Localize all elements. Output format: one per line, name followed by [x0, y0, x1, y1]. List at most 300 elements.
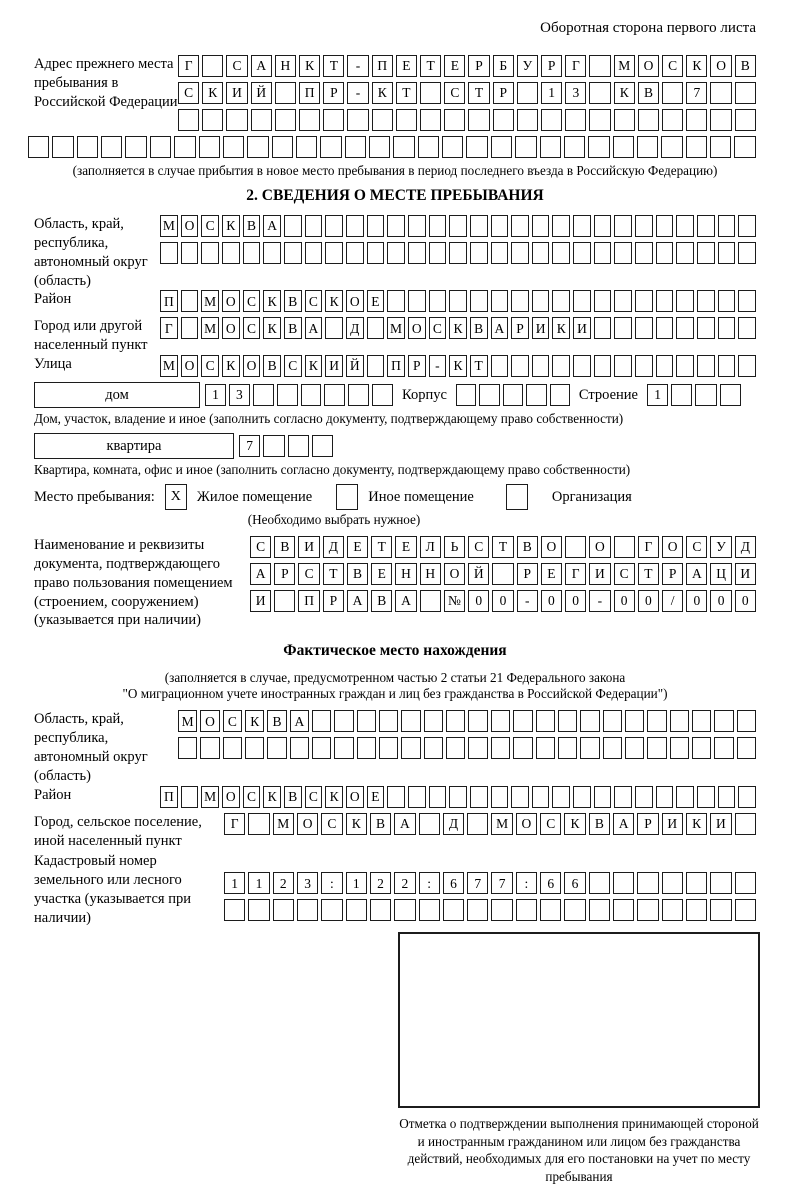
char-cell[interactable] [511, 355, 529, 377]
char-cell[interactable] [614, 109, 635, 131]
char-cell[interactable] [348, 384, 369, 406]
char-cell[interactable]: Т [470, 355, 488, 377]
char-cell[interactable] [275, 82, 296, 104]
char-cell[interactable]: И [589, 563, 610, 585]
char-cell[interactable] [541, 109, 562, 131]
char-cell[interactable]: С [243, 786, 261, 808]
char-cell[interactable]: Р [323, 590, 344, 612]
char-cell[interactable]: К [614, 82, 635, 104]
char-cell[interactable]: С [178, 82, 199, 104]
char-cell[interactable]: С [686, 536, 707, 558]
char-cell[interactable] [515, 136, 536, 158]
char-cell[interactable] [200, 737, 219, 759]
char-cell[interactable] [614, 317, 632, 339]
char-cell[interactable]: П [372, 55, 393, 77]
char-cell[interactable] [372, 384, 393, 406]
char-cell[interactable] [513, 737, 532, 759]
char-cell[interactable] [325, 317, 343, 339]
char-cell[interactable]: Р [662, 563, 683, 585]
char-cell[interactable] [28, 136, 49, 158]
char-cell[interactable] [594, 355, 612, 377]
char-cell[interactable] [594, 215, 612, 237]
char-cell[interactable]: : [321, 872, 342, 894]
char-cell[interactable] [491, 899, 512, 921]
char-cell[interactable]: В [284, 317, 302, 339]
char-cell[interactable] [408, 786, 426, 808]
char-cell[interactable]: С [223, 710, 242, 732]
char-cell[interactable] [614, 242, 632, 264]
char-cell[interactable] [738, 786, 756, 808]
char-cell[interactable] [346, 242, 364, 264]
char-cell[interactable] [345, 136, 366, 158]
char-cell[interactable] [656, 290, 674, 312]
char-cell[interactable] [442, 136, 463, 158]
char-cell[interactable] [532, 242, 550, 264]
char-cell[interactable] [662, 872, 683, 894]
char-cell[interactable] [589, 899, 610, 921]
char-cell[interactable]: В [371, 590, 392, 612]
char-cell[interactable]: Р [493, 82, 514, 104]
char-cell[interactable]: М [160, 215, 178, 237]
char-cell[interactable] [181, 242, 199, 264]
char-cell[interactable]: А [686, 563, 707, 585]
char-cell[interactable] [393, 136, 414, 158]
char-cell[interactable] [656, 317, 674, 339]
char-cell[interactable] [647, 710, 666, 732]
char-cell[interactable] [324, 384, 345, 406]
char-cell[interactable] [251, 109, 272, 131]
char-cell[interactable] [245, 737, 264, 759]
char-cell[interactable] [357, 710, 376, 732]
char-cell[interactable] [320, 136, 341, 158]
char-cell[interactable] [656, 786, 674, 808]
char-cell[interactable]: П [299, 82, 320, 104]
char-cell[interactable]: В [735, 55, 756, 77]
char-cell[interactable] [589, 109, 610, 131]
char-cell[interactable]: 7 [491, 872, 512, 894]
char-cell[interactable]: 0 [735, 590, 756, 612]
char-cell[interactable] [449, 242, 467, 264]
char-cell[interactable] [697, 317, 715, 339]
char-cell[interactable]: Н [420, 563, 441, 585]
char-cell[interactable] [312, 435, 333, 457]
char-cell[interactable]: Ь [444, 536, 465, 558]
char-cell[interactable]: С [284, 355, 302, 377]
char-cell[interactable]: 0 [541, 590, 562, 612]
char-cell[interactable]: Т [420, 55, 441, 77]
char-cell[interactable] [550, 384, 570, 406]
char-cell[interactable] [614, 290, 632, 312]
char-cell[interactable] [468, 737, 487, 759]
char-cell[interactable] [603, 710, 622, 732]
char-cell[interactable] [199, 136, 220, 158]
char-cell[interactable]: 1 [346, 872, 367, 894]
char-cell[interactable]: Б [493, 55, 514, 77]
char-cell[interactable] [248, 813, 269, 835]
char-cell[interactable] [367, 355, 385, 377]
char-cell[interactable]: Н [275, 55, 296, 77]
char-cell[interactable] [589, 82, 610, 104]
char-cell[interactable]: Г [224, 813, 245, 835]
char-cell[interactable]: Р [517, 563, 538, 585]
char-cell[interactable] [573, 355, 591, 377]
char-cell[interactable] [277, 384, 298, 406]
char-cell[interactable]: К [686, 813, 707, 835]
char-cell[interactable] [738, 215, 756, 237]
char-cell[interactable]: О [408, 317, 426, 339]
char-cell[interactable]: С [429, 317, 447, 339]
char-cell[interactable] [253, 384, 274, 406]
char-cell[interactable] [676, 786, 694, 808]
char-cell[interactable]: - [347, 82, 368, 104]
char-cell[interactable] [273, 899, 294, 921]
char-cell[interactable] [588, 136, 609, 158]
char-cell[interactable] [394, 899, 415, 921]
char-cell[interactable] [735, 899, 756, 921]
char-cell[interactable] [429, 215, 447, 237]
char-cell[interactable] [552, 215, 570, 237]
char-cell[interactable]: С [243, 290, 261, 312]
char-cell[interactable] [738, 355, 756, 377]
char-cell[interactable]: Р [408, 355, 426, 377]
char-cell[interactable] [589, 872, 610, 894]
char-cell[interactable] [429, 290, 447, 312]
char-cell[interactable]: - [347, 55, 368, 77]
char-cell[interactable] [735, 109, 756, 131]
char-cell[interactable] [491, 737, 510, 759]
residence-checkbox-org[interactable] [506, 484, 528, 510]
char-cell[interactable]: У [710, 536, 731, 558]
char-cell[interactable] [274, 590, 295, 612]
char-cell[interactable]: В [347, 563, 368, 585]
char-cell[interactable] [513, 710, 532, 732]
char-cell[interactable]: Г [178, 55, 199, 77]
char-cell[interactable]: 0 [614, 590, 635, 612]
char-cell[interactable]: К [263, 786, 281, 808]
char-cell[interactable] [735, 82, 756, 104]
char-cell[interactable] [202, 109, 223, 131]
char-cell[interactable]: О [181, 215, 199, 237]
char-cell[interactable]: К [552, 317, 570, 339]
char-cell[interactable] [573, 215, 591, 237]
char-cell[interactable] [625, 710, 644, 732]
char-cell[interactable] [429, 242, 447, 264]
char-cell[interactable]: С [321, 813, 342, 835]
char-cell[interactable] [408, 242, 426, 264]
char-cell[interactable]: Е [396, 55, 417, 77]
char-cell[interactable] [671, 384, 692, 406]
char-cell[interactable] [387, 242, 405, 264]
char-cell[interactable] [580, 710, 599, 732]
char-cell[interactable] [479, 384, 499, 406]
char-cell[interactable] [77, 136, 98, 158]
char-cell[interactable]: В [274, 536, 295, 558]
char-cell[interactable]: И [532, 317, 550, 339]
char-cell[interactable]: 7 [467, 872, 488, 894]
char-cell[interactable] [284, 215, 302, 237]
char-cell[interactable] [558, 737, 577, 759]
char-cell[interactable]: У [517, 55, 538, 77]
char-cell[interactable] [367, 317, 385, 339]
char-cell[interactable] [613, 899, 634, 921]
char-cell[interactable] [511, 215, 529, 237]
char-cell[interactable]: Л [420, 536, 441, 558]
char-cell[interactable]: Д [323, 536, 344, 558]
char-cell[interactable] [424, 710, 443, 732]
char-cell[interactable] [493, 109, 514, 131]
char-cell[interactable] [710, 109, 731, 131]
char-cell[interactable]: О [710, 55, 731, 77]
char-cell[interactable] [401, 710, 420, 732]
char-cell[interactable] [635, 215, 653, 237]
char-cell[interactable] [511, 786, 529, 808]
char-cell[interactable]: К [222, 215, 240, 237]
char-cell[interactable]: П [387, 355, 405, 377]
char-cell[interactable]: 0 [710, 590, 731, 612]
char-cell[interactable]: М [201, 317, 219, 339]
char-cell[interactable] [517, 82, 538, 104]
char-cell[interactable]: Е [444, 55, 465, 77]
char-cell[interactable]: 0 [686, 590, 707, 612]
char-cell[interactable] [491, 786, 509, 808]
char-cell[interactable] [492, 563, 513, 585]
char-cell[interactable] [468, 710, 487, 732]
char-cell[interactable] [637, 872, 658, 894]
char-cell[interactable] [686, 136, 707, 158]
char-cell[interactable] [449, 215, 467, 237]
char-cell[interactable]: Г [638, 536, 659, 558]
char-cell[interactable] [614, 355, 632, 377]
char-cell[interactable] [614, 215, 632, 237]
char-cell[interactable] [647, 737, 666, 759]
char-cell[interactable]: О [662, 536, 683, 558]
char-cell[interactable] [420, 82, 441, 104]
char-cell[interactable] [594, 317, 612, 339]
char-cell[interactable]: К [325, 290, 343, 312]
char-cell[interactable] [738, 317, 756, 339]
char-cell[interactable]: К [564, 813, 585, 835]
char-cell[interactable]: Р [323, 82, 344, 104]
char-cell[interactable] [446, 737, 465, 759]
char-cell[interactable] [470, 786, 488, 808]
char-cell[interactable] [467, 813, 488, 835]
char-cell[interactable] [613, 136, 634, 158]
char-cell[interactable]: И [226, 82, 247, 104]
char-cell[interactable]: С [201, 355, 219, 377]
char-cell[interactable]: 0 [468, 590, 489, 612]
char-cell[interactable]: А [250, 563, 271, 585]
char-cell[interactable] [491, 290, 509, 312]
char-cell[interactable] [656, 355, 674, 377]
char-cell[interactable] [446, 710, 465, 732]
char-cell[interactable] [443, 899, 464, 921]
char-cell[interactable] [466, 136, 487, 158]
char-cell[interactable] [614, 536, 635, 558]
char-cell[interactable] [735, 813, 756, 835]
char-cell[interactable] [662, 899, 683, 921]
char-cell[interactable] [718, 317, 736, 339]
char-cell[interactable]: П [160, 786, 178, 808]
char-cell[interactable]: А [290, 710, 309, 732]
char-cell[interactable] [697, 215, 715, 237]
char-cell[interactable] [552, 786, 570, 808]
char-cell[interactable] [635, 242, 653, 264]
char-cell[interactable] [181, 317, 199, 339]
char-cell[interactable]: / [662, 590, 683, 612]
char-cell[interactable]: 0 [565, 590, 586, 612]
char-cell[interactable]: М [160, 355, 178, 377]
char-cell[interactable]: С [662, 55, 683, 77]
residence-checkbox-inoe[interactable] [336, 484, 358, 510]
char-cell[interactable] [312, 737, 331, 759]
char-cell[interactable]: О [222, 317, 240, 339]
char-cell[interactable] [181, 786, 199, 808]
char-cell[interactable]: Д [443, 813, 464, 835]
char-cell[interactable]: 0 [492, 590, 513, 612]
char-cell[interactable] [467, 899, 488, 921]
char-cell[interactable] [580, 737, 599, 759]
char-cell[interactable]: 3 [229, 384, 250, 406]
char-cell[interactable]: 1 [205, 384, 226, 406]
char-cell[interactable] [444, 109, 465, 131]
char-cell[interactable]: 3 [565, 82, 586, 104]
char-cell[interactable] [552, 290, 570, 312]
char-cell[interactable] [503, 384, 523, 406]
char-cell[interactable] [564, 899, 585, 921]
char-cell[interactable]: Е [367, 786, 385, 808]
char-cell[interactable] [511, 242, 529, 264]
char-cell[interactable]: В [638, 82, 659, 104]
char-cell[interactable] [637, 136, 658, 158]
char-cell[interactable] [710, 136, 731, 158]
char-cell[interactable] [357, 737, 376, 759]
char-cell[interactable] [718, 215, 736, 237]
char-cell[interactable]: 6 [564, 872, 585, 894]
char-cell[interactable] [325, 215, 343, 237]
char-cell[interactable]: Р [541, 55, 562, 77]
char-cell[interactable] [735, 872, 756, 894]
char-cell[interactable] [150, 136, 171, 158]
char-cell[interactable]: С [201, 215, 219, 237]
char-cell[interactable]: В [284, 786, 302, 808]
char-cell[interactable] [224, 899, 245, 921]
char-cell[interactable] [160, 242, 178, 264]
char-cell[interactable] [419, 813, 440, 835]
char-cell[interactable] [202, 55, 223, 77]
char-cell[interactable] [594, 290, 612, 312]
char-cell[interactable]: К [202, 82, 223, 104]
char-cell[interactable]: : [516, 872, 537, 894]
char-cell[interactable]: А [263, 215, 281, 237]
char-cell[interactable]: С [305, 290, 323, 312]
char-cell[interactable] [676, 355, 694, 377]
char-cell[interactable] [387, 215, 405, 237]
char-cell[interactable] [491, 710, 510, 732]
char-cell[interactable] [491, 242, 509, 264]
char-cell[interactable]: Р [274, 563, 295, 585]
char-cell[interactable]: 6 [443, 872, 464, 894]
char-cell[interactable] [697, 242, 715, 264]
char-cell[interactable]: М [201, 290, 219, 312]
char-cell[interactable]: Г [565, 55, 586, 77]
char-cell[interactable] [532, 290, 550, 312]
char-cell[interactable] [367, 215, 385, 237]
char-cell[interactable]: С [444, 82, 465, 104]
char-cell[interactable]: К [263, 317, 281, 339]
char-cell[interactable] [346, 899, 367, 921]
char-cell[interactable] [456, 384, 476, 406]
char-cell[interactable] [449, 290, 467, 312]
char-cell[interactable]: И [735, 563, 756, 585]
char-cell[interactable] [638, 109, 659, 131]
char-cell[interactable]: И [325, 355, 343, 377]
char-cell[interactable] [536, 737, 555, 759]
char-cell[interactable] [312, 710, 331, 732]
char-cell[interactable] [325, 242, 343, 264]
char-cell[interactable] [387, 290, 405, 312]
char-cell[interactable] [174, 136, 195, 158]
char-cell[interactable]: Г [160, 317, 178, 339]
char-cell[interactable] [516, 899, 537, 921]
char-cell[interactable]: П [160, 290, 178, 312]
char-cell[interactable] [656, 215, 674, 237]
char-cell[interactable] [718, 355, 736, 377]
char-cell[interactable] [222, 242, 240, 264]
char-cell[interactable] [125, 136, 146, 158]
char-cell[interactable] [305, 242, 323, 264]
char-cell[interactable] [223, 136, 244, 158]
char-cell[interactable] [379, 710, 398, 732]
char-cell[interactable] [532, 215, 550, 237]
char-cell[interactable]: А [251, 55, 272, 77]
char-cell[interactable] [263, 435, 284, 457]
char-cell[interactable]: 2 [370, 872, 391, 894]
char-cell[interactable]: С [250, 536, 271, 558]
char-cell[interactable] [272, 136, 293, 158]
char-cell[interactable] [429, 786, 447, 808]
char-cell[interactable] [720, 384, 741, 406]
char-cell[interactable] [297, 899, 318, 921]
char-cell[interactable] [263, 242, 281, 264]
char-cell[interactable]: О [346, 786, 364, 808]
char-cell[interactable]: Т [492, 536, 513, 558]
char-cell[interactable] [695, 384, 716, 406]
char-cell[interactable] [532, 786, 550, 808]
char-cell[interactable] [334, 737, 353, 759]
char-cell[interactable] [697, 290, 715, 312]
char-cell[interactable]: А [305, 317, 323, 339]
char-cell[interactable] [369, 136, 390, 158]
char-cell[interactable]: В [267, 710, 286, 732]
char-cell[interactable] [372, 109, 393, 131]
char-cell[interactable] [676, 242, 694, 264]
char-cell[interactable] [323, 109, 344, 131]
char-cell[interactable]: А [491, 317, 509, 339]
char-cell[interactable]: О [297, 813, 318, 835]
char-cell[interactable] [662, 82, 683, 104]
char-cell[interactable] [470, 215, 488, 237]
char-cell[interactable]: С [305, 786, 323, 808]
char-cell[interactable]: В [370, 813, 391, 835]
char-cell[interactable]: В [517, 536, 538, 558]
char-cell[interactable]: В [243, 215, 261, 237]
char-cell[interactable] [710, 872, 731, 894]
char-cell[interactable] [540, 136, 561, 158]
char-cell[interactable] [637, 899, 658, 921]
char-cell[interactable] [558, 710, 577, 732]
char-cell[interactable] [52, 136, 73, 158]
char-cell[interactable]: И [298, 536, 319, 558]
